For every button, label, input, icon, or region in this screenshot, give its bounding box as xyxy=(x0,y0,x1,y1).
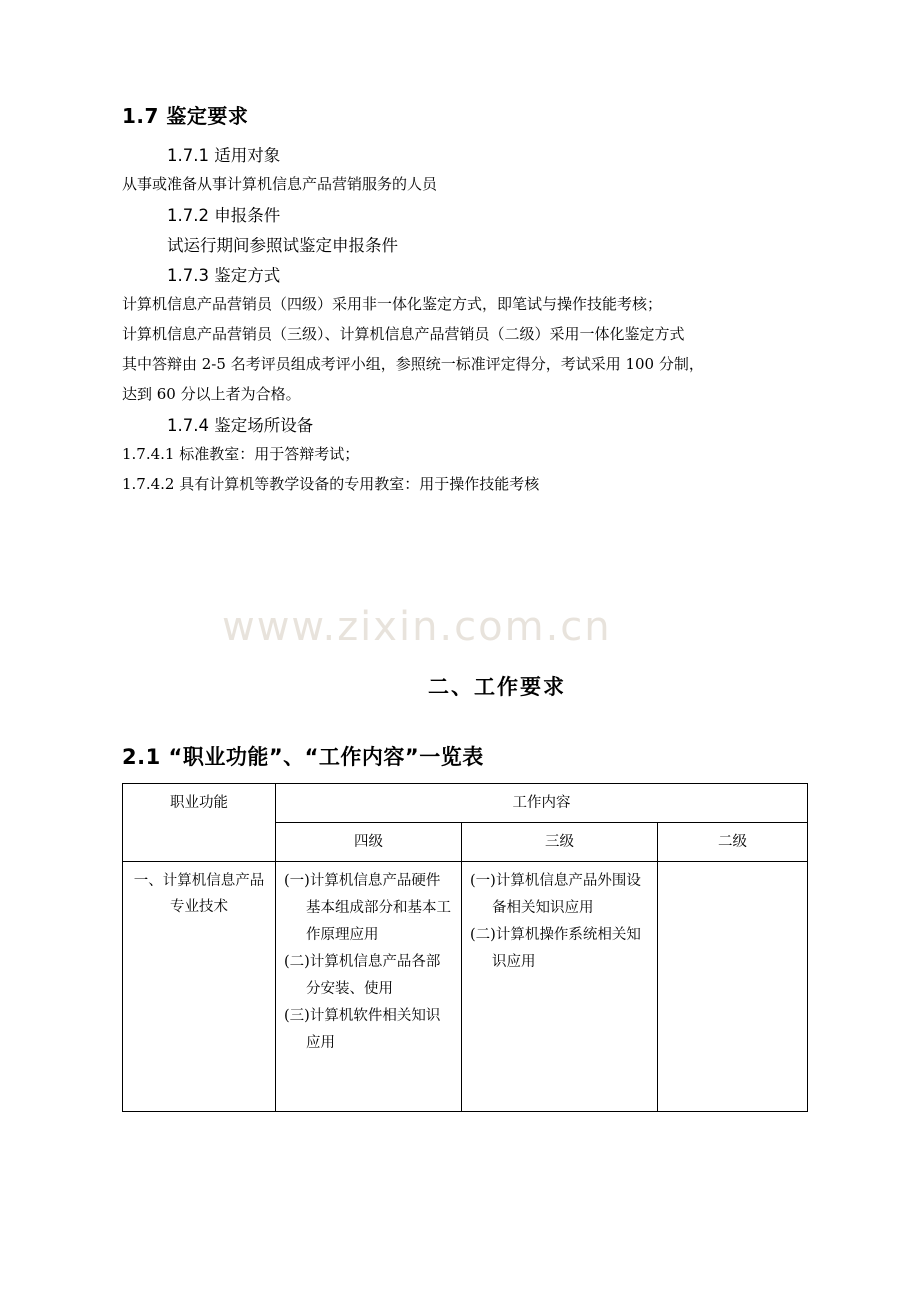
heading-1-7-2: 1.7.2 申报条件 xyxy=(167,206,281,225)
table-header-row-1 xyxy=(123,784,808,823)
text-1-7-3-line-3: 其中答辩由 2-5 名考评员组成考评小组，参照统一标准评定得分，考试采用 100 分制， xyxy=(122,355,704,373)
table-header-content: 工作内容 xyxy=(276,784,808,823)
list-item: (一)计算机信息产品硬件基本组成部分和基本工作原理应用 xyxy=(284,873,451,943)
table-header-function: 职业功能 xyxy=(123,784,276,862)
watermark-text: www.zixin.com.cn xyxy=(222,604,612,650)
heading-1-7: 1.7 鉴定要求 xyxy=(122,104,249,128)
heading-1-7-3: 1.7.3 鉴定方式 xyxy=(167,266,281,285)
text-1-7-4-2: 1.7.4.2 具有计算机等教学设备的专用教室：用于操作技能考核 xyxy=(122,475,540,493)
text-1-7-1-line-1: 从事或准备从事计算机信息产品营销服务的人员 xyxy=(122,175,438,193)
table-row xyxy=(123,862,808,1112)
list-item: (二)计算机操作系统相关知识应用 xyxy=(470,927,641,970)
text-1-7-3-line-1: 计算机信息产品营销员（四级）采用非一体化鉴定方式，即笔试与操作技能考核； xyxy=(122,295,663,313)
table-cell-level4-1 xyxy=(276,862,462,1112)
text-1-7-4-1: 1.7.4.1 标准教室：用于答辩考试； xyxy=(122,445,360,463)
text-1-7-3-line-2: 计算机信息产品营销员（三级）、计算机信息产品营销员（二级）采用一体化鉴定方式 xyxy=(122,325,685,343)
table-header-level-4: 四级 xyxy=(276,823,462,862)
table-header-level-2: 二级 xyxy=(658,823,808,862)
table-header-level-3: 三级 xyxy=(462,823,658,862)
heading-section-2: 二、工作要求 xyxy=(428,675,566,699)
list-item: (三)计算机软件相关知识应用 xyxy=(284,1008,441,1051)
heading-2-1: 2.1 “职业功能”、“工作内容”一览表 xyxy=(122,745,484,769)
table-cell-level3-1 xyxy=(462,862,658,1112)
list-item: (一)计算机信息产品外围设备相关知识应用 xyxy=(470,873,641,916)
document-content xyxy=(122,100,802,1112)
heading-1-7-4: 1.7.4 鉴定场所设备 xyxy=(167,416,314,435)
table-cell-level2-1 xyxy=(658,862,808,1112)
list-item: (二)计算机信息产品各部分安装、使用 xyxy=(284,954,441,997)
table-cell-function-1: 一、计算机信息产品专业技术 xyxy=(123,862,276,1112)
heading-1-7-1: 1.7.1 适用对象 xyxy=(167,146,281,165)
text-1-7-2-line-1: 试运行期间参照试鉴定申报条件 xyxy=(167,236,398,255)
text-1-7-3-line-4: 达到 60 分以上者为合格。 xyxy=(122,385,301,403)
work-requirements-table xyxy=(122,783,808,1112)
